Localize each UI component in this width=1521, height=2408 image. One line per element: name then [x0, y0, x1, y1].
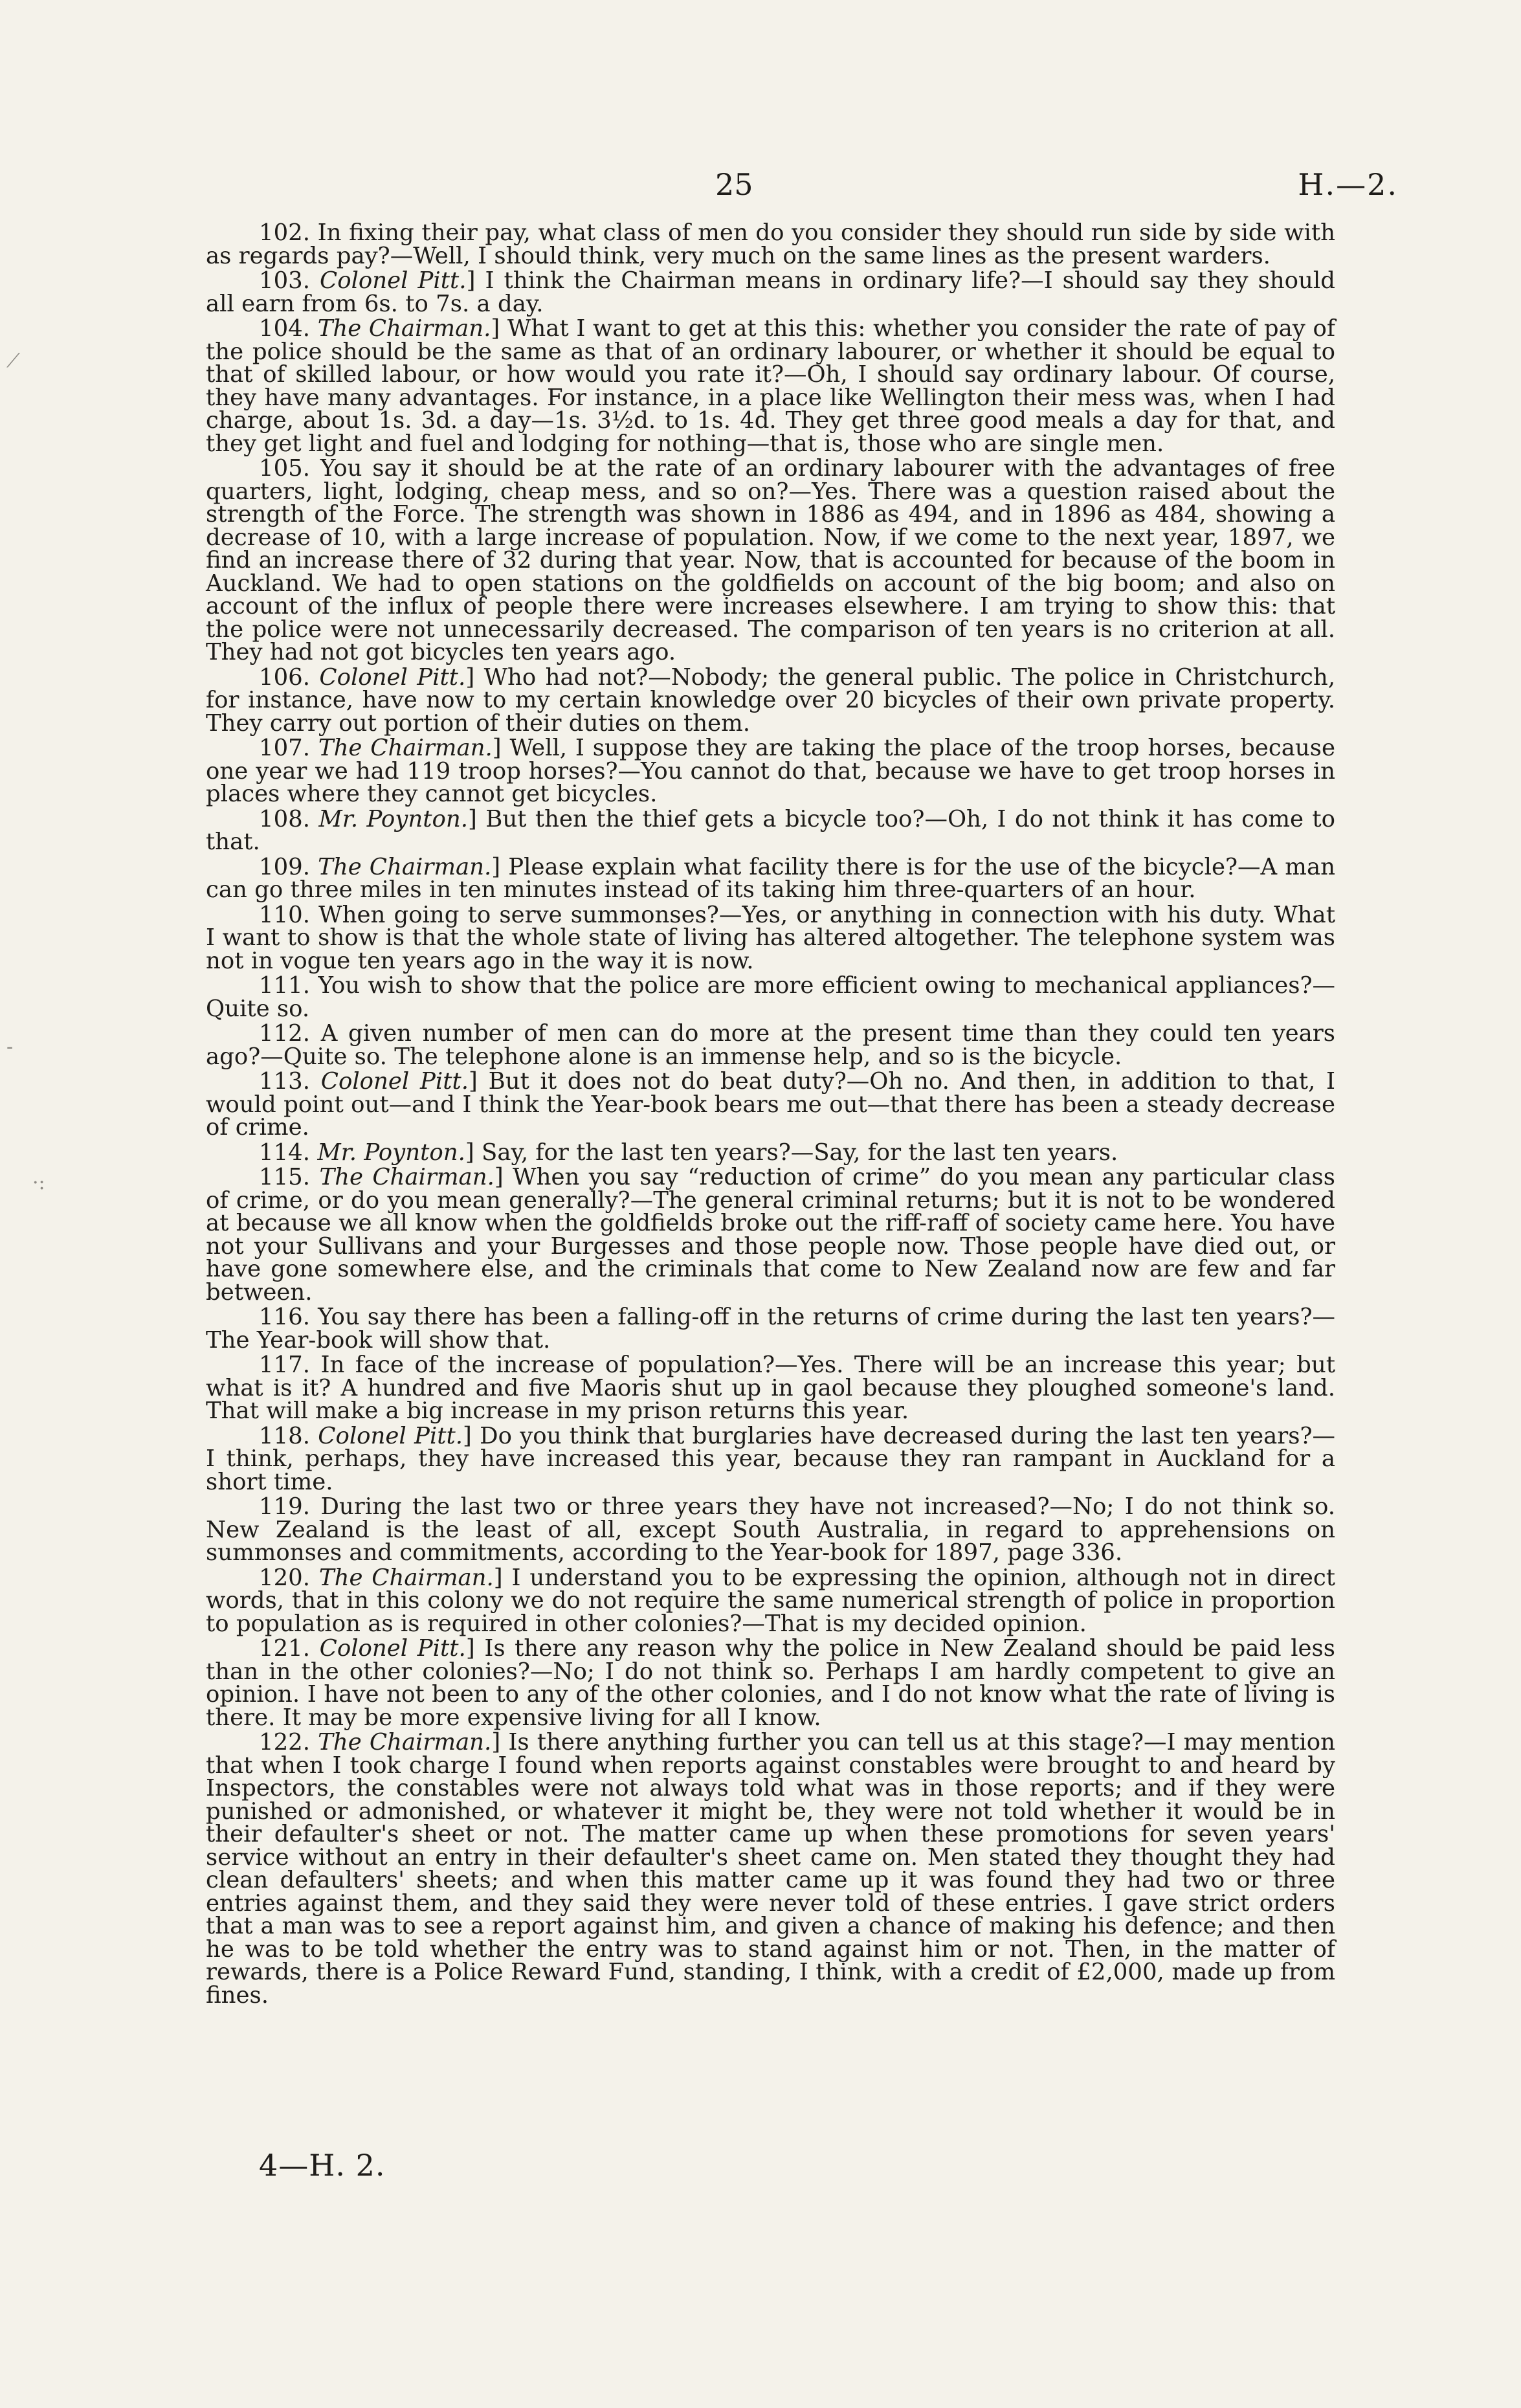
signature-mark: 4—H. 2. — [259, 2148, 386, 2183]
speaker-name: The Chairman. — [318, 1729, 492, 1756]
testimony-paragraph: 109. The Chairman.] Please explain what facility there is for the use of the bicycle?—A man can go three miles in ten minutes instead of its taking him three-quarters of an hour. — [206, 853, 1335, 903]
speaker-name: Colonel Pitt. — [320, 1068, 469, 1095]
testimony-text: But then the thief gets a bicycle too?—Oh, I do not think it has come to that. — [206, 805, 1335, 855]
question-number: 115. — [259, 1164, 311, 1190]
question-number: 103. — [259, 267, 311, 294]
testimony-text: Do you think that burglaries have decreased during the last ten years?—I think, perhaps, they have increased this year, because they ran rampant in Auckland for a short time. — [206, 1422, 1335, 1495]
testimony-paragraph: 122. The Chairman.] Is there anything further you can tell us at this stage?—I may mention that when I took charge I found when reports against constables were brought to and heard by Inspectors, the constables were not always told what was in those reports; and if they were punished or admonished, or whatever it might be, they were not told whether it would be in their defaulter's sheet or not. The matter came up when these promotions for seven years' service without an entry in their defaulter's sheet came on. Men stated they thought they had clean defaulters' sheets; and when this matter came up it was found they had two or three entries against them, and they said they were never told of these entries. I gave strict orders that a man was to see a report against him, and given a chance of making his defence; and then he was to be told whether the entry was to stand against him or not. Then, in the matter of rewards, there is a Police Reward Fund, standing, I think, with a credit of £2,000, made up from fines. — [206, 1729, 1335, 2009]
question-number: 122. — [259, 1729, 311, 1756]
speaker-name: Mr. Poynton. — [318, 805, 469, 832]
question-number: 109. — [259, 853, 311, 880]
margin-mark: ⟋ — [6, 350, 20, 372]
question-number: 121. — [259, 1635, 311, 1662]
testimony-paragraph: 104. The Chairman.] What I want to get at this this: whether you consider the rate of pay of the police should be the same as that of an ordinary labourer, or whether it should be equal to that of skilled labour, or how would you rate it?—Oh, I should say ordinary labour. Of course, they have many advantages. For instance, in a place like Wellington their mess was, when I had charge, about 1s. 3d. a day—1s. 3½d. to 1s. 4d. They get three good meals a day for that, and they get light and fuel and lodging for nothing—that is, those who are single men. — [206, 315, 1335, 457]
testimony-paragraph: 108. Mr. Poynton.] But then the thief gets a bicycle too?—Oh, I do not think it has come to that. — [206, 805, 1335, 855]
testimony-text: In face of the increase of population?—Yes. There will be an increase this year; but what is it? A hundred and five Maoris shut up in gaol because they ploughed someone's land. That will make a big increase in my prison returns this year. — [206, 1352, 1335, 1424]
question-number: 108. — [259, 805, 311, 832]
question-number: 102. — [259, 219, 311, 246]
question-number: 118. — [259, 1422, 311, 1449]
margin-mark: ·: — [32, 1172, 45, 1194]
testimony-text: You say there has been a falling-off in the returns of crime during the last ten years?—The Year-book will show that. — [206, 1304, 1335, 1354]
question-number: 104. — [259, 315, 311, 342]
speaker-name: The Chairman. — [318, 853, 492, 880]
testimony-text: A given number of men can do more at the present time than they could ten years ago?—Quite so. The telephone alone is an immense help, and so is the bicycle. — [206, 1020, 1335, 1070]
question-number: 114. — [259, 1139, 311, 1166]
question-number: 106. — [259, 663, 311, 691]
testimony-text: I understand you to be expressing the opinion, although not in direct words, that in this colony we do not require the same numerical strength of police in proportion to population as is required in other colonies?—That is my decided opinion. — [206, 1564, 1335, 1637]
question-number: 116. — [259, 1304, 311, 1330]
testimony-text: Who had not?—Nobody; the general public. The police in Christchurch, for instance, have now to my certain knowledge over 20 bicycles of their own private property. They carry out portion of their duties on them. — [206, 663, 1335, 737]
testimony-paragraph: 113. Colonel Pitt.] But it does not do beat duty?—Oh no. And then, in addition to that, I would point out—and I think the Year-book bears me out—that there has been a steady decrease of crime. — [206, 1068, 1335, 1141]
testimony-body — [206, 221, 1335, 2009]
testimony-text: What I want to get at this this: whether you consider the rate of pay of the police should be the same as that of an ordinary labourer, or whether it should be equal to that of skilled labour, or how would you rate it?—Oh, I should say ordinary labour. Of course, they have many advantages. For instance, in a place like Wellington their mess was, when I had charge, about 1s. 3d. a day—1s. 3½d. to 1s. 4d. They get three good meals a day for that, and they get light and fuel and lodging for nothing—that is, those who are single men. — [206, 315, 1335, 457]
document-reference: H.—2. — [1298, 167, 1398, 202]
testimony-paragraph: 120. The Chairman.] I understand you to be expressing the opinion, although not in direct words, that in this colony we do not require the same numerical strength of police in proportion to population as is required in other colonies?—That is my decided opinion. — [206, 1564, 1335, 1637]
margin-mark: - — [6, 1036, 14, 1058]
testimony-text: When you say “reduction of crime” do you mean any particular class of crime, or do you mean generally?—The general criminal returns; but it is not to be wondered at because we all know when the goldfields broke out the riff-raff of society came here. You have not your Sullivans and your Burgesses and those people now. Those people have died out, or have gone somewhere else, and the criminals that come to New Zealand now are few and far between. — [206, 1164, 1335, 1306]
testimony-text: When going to serve summonses?—Yes, or anything in connection with his duty. What I want to show is that the whole state of living has altered altogether. The telephone system was not in vogue ten years ago in the way it is now. — [206, 901, 1335, 974]
testimony-text: You say it should be at the rate of an ordinary labourer with the advantages of free quarters, light, lodging, cheap mess, and so on?—Yes. There was a question raised about the strength of the Force. The strength was shown in 1886 as 494, and in 1896 as 484, showing a decrease of 10, with a large increase of population. Now, if we come to the next year, 1897, we find an increase there of 32 during that year. Now, that is accounted for because of the boom in Auckland. We had to open stations on the goldfields on account of the big boom; and also on account of the influx of people there were increases elsewhere. I am trying to show this: that the police were not unnecessarily decreased. The comparison of ten years is no criterion at all. They had not got bicycles ten years ago. — [206, 455, 1335, 665]
testimony-text: Is there anything further you can tell us at this stage?—I may mention that when I took charge I found when reports against constables were brought to and heard by Inspectors, the constables were not always told what was in those reports; and if they were punished or admonished, or whatever it might be, they were not told whether it would be in their defaulter's sheet or not. The matter came up when these promotions for seven years' service without an entry in their defaulter's sheet came on. Men stated they thought they had clean defaulters' sheets; and when this matter came up it was found they had two or three entries against them, and they said they were never told of these entries. I gave strict orders that a man was to see a report against him, and given a chance of making his defence; and then he was to be told whether the entry was to stand against him or not. Then, in the matter of rewards, there is a Police Reward Fund, standing, I think, with a credit of £2,000, made up from fines. — [206, 1729, 1335, 2009]
question-number: 120. — [259, 1564, 311, 1591]
testimony-text: Is there any reason why the police in New Zealand should be paid less than in the other colonies?—No; I do not think so. Perhaps I am hardly competent to give an opinion. I have not been to any of the other colonies, and I do not know what the rate of living is there. It may be more expensive living for all I know. — [206, 1635, 1335, 1731]
testimony-paragraph — [206, 1306, 1335, 1352]
testimony-text: Well, I suppose they are taking the place of the troop horses, because one year we had 119 troop horses?—You cannot do that, because we have to get troop horses in places where they cannot get bicycles. — [206, 735, 1335, 807]
question-number: 117. — [259, 1352, 311, 1378]
speaker-name: Colonel Pitt. — [319, 663, 466, 691]
speaker-name: The Chairman. — [319, 1164, 494, 1190]
testimony-paragraph: 103. Colonel Pitt.] I think the Chairman means in ordinary life?—I should say they should all earn from 6s. to 7s. a day. — [206, 267, 1335, 317]
speaker-name: The Chairman. — [317, 315, 491, 342]
testimony-text: During the last two or three years they have not increased?—No; I do not think so. New Zealand is the least of all, except South Australia, in regard to apprehensions on summonses and commitments, according to the Year-book for 1897, page 336. — [206, 1493, 1335, 1566]
question-number: 111. — [259, 972, 311, 999]
testimony-text: But it does not do beat duty?—Oh no. And then, in addition to that, I would point out—and I think the Year-book bears me out—that there has been a steady decrease of crime. — [206, 1068, 1335, 1141]
testimony-paragraph: 107. The Chairman.] Well, I suppose they are taking the place of the troop horses, because one year we had 119 troop horses?—You cannot do that, because we have to get troop horses in places where they cannot get bicycles. — [206, 735, 1335, 807]
question-number: 112. — [259, 1020, 311, 1047]
testimony-text: You wish to show that the police are more efficient owing to mechanical appliances?—Quite so. — [206, 972, 1335, 1022]
testimony-paragraph: 121. Colonel Pitt.] Is there any reason why the police in New Zealand should be paid less than in the other colonies?—No; I do not think so. Perhaps I am hardly competent to give an opinion. I have not been to any of the other colonies, and I do not know what the rate of living is there. It may be more expensive living for all I know. — [206, 1635, 1335, 1731]
testimony-text: In fixing their pay, what class of men do you consider they should run side by side with as regards pay?—Well, I should think, very much on the same lines as the present warders. — [206, 219, 1335, 269]
question-number: 107. — [259, 735, 311, 761]
testimony-paragraph: 114. Mr. Poynton.] Say, for the last ten years?—Say, for the last ten years. — [259, 1139, 1118, 1166]
testimony-paragraph: 115. The Chairman.] When you say “reduction of crime” do you mean any particular class of crime, or do you mean generally?—The general criminal returns; but it is not to be wondered at because we all know when the goldfields broke out the riff-raff of society came here. You have not your Sullivans and your Burgesses and those people now. Those people have died out, or have gone somewhere else, and the criminals that come to New Zealand now are few and far between. — [206, 1164, 1335, 1306]
speaker-name: Mr. Poynton. — [317, 1139, 465, 1166]
page-number: 25 — [715, 167, 753, 202]
testimony-text: Say, for the last ten years?—Say, for the last ten years. — [482, 1139, 1118, 1166]
testimony-paragraph — [206, 1022, 1335, 1068]
question-number: 105. — [259, 455, 311, 482]
speaker-name: The Chairman. — [318, 735, 493, 761]
question-number: 113. — [259, 1068, 311, 1095]
speaker-name: Colonel Pitt. — [320, 267, 467, 294]
testimony-text: I think the Chairman means in ordinary life?—I should say they should all earn from 6s. to 7s. a day. — [206, 267, 1335, 317]
speaker-name: The Chairman. — [318, 1564, 494, 1591]
testimony-paragraph — [206, 1354, 1335, 1423]
question-number: 110. — [259, 901, 311, 928]
testimony-paragraph — [206, 221, 1335, 267]
testimony-paragraph: 118. Colonel Pitt.] Do you think that burglaries have decreased during the last ten years?—I think, perhaps, they have increased this year, because they ran rampant in Auckland for a short time. — [206, 1422, 1335, 1495]
speaker-name: Colonel Pitt. — [319, 1635, 466, 1662]
testimony-paragraph — [206, 974, 1335, 1020]
testimony-paragraph — [206, 1495, 1335, 1565]
question-number: 119. — [259, 1493, 311, 1520]
testimony-paragraph — [206, 901, 1335, 974]
testimony-paragraph — [206, 457, 1335, 664]
testimony-text: Please explain what facility there is for the use of the bicycle?—A man can go three miles in ten minutes instead of its taking him three-quarters of an hour. — [206, 853, 1335, 903]
testimony-paragraph: 106. Colonel Pitt.] Who had not?—Nobody; the general public. The police in Christchurch, for instance, have now to my certain knowledge over 20 bicycles of their own private property. They carry out portion of their duties on them. — [206, 663, 1335, 737]
speaker-name: Colonel Pitt. — [318, 1422, 463, 1449]
